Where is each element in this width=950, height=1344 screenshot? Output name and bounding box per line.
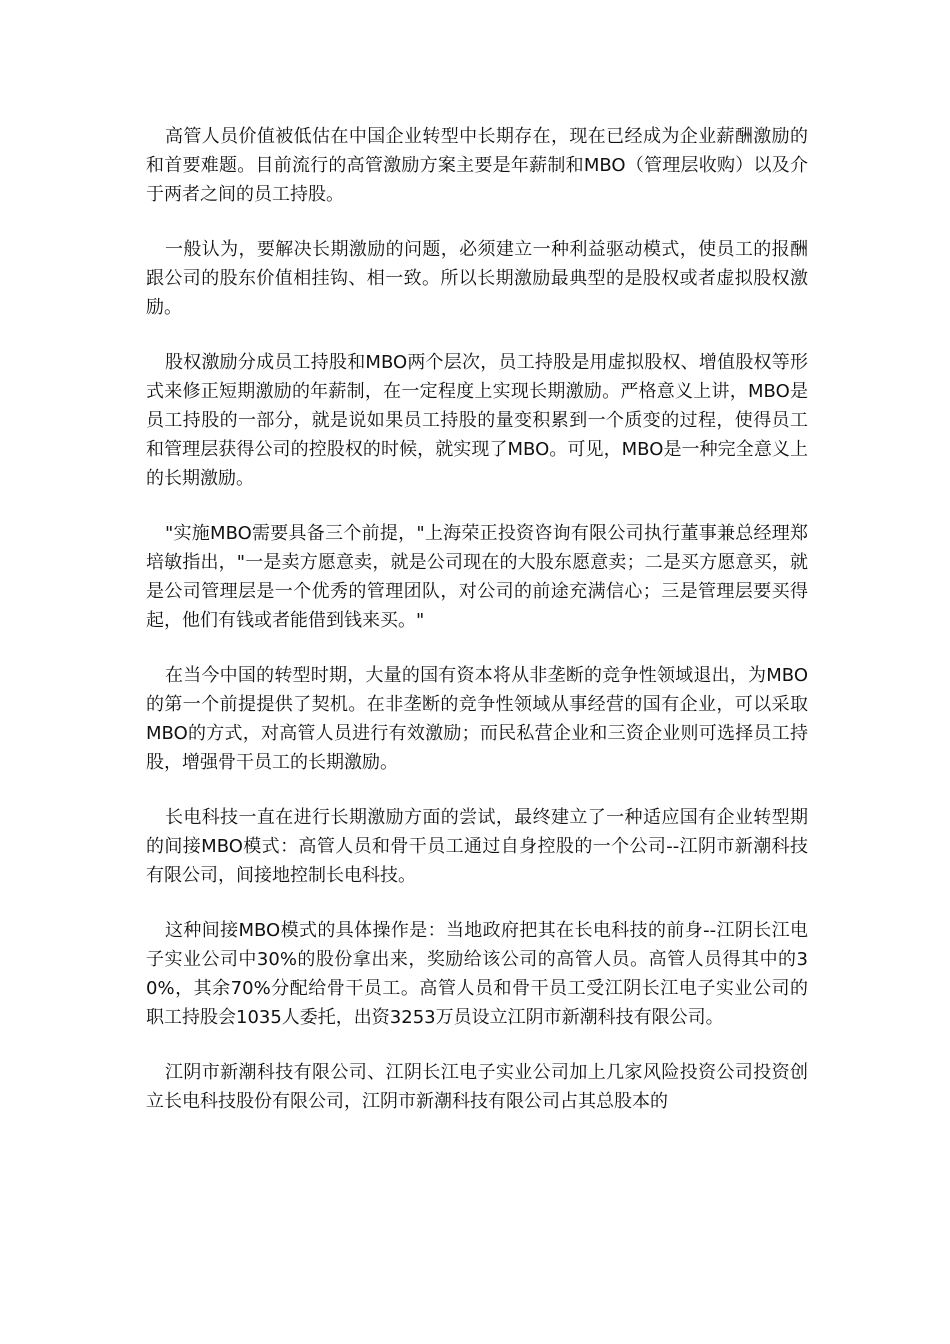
paragraph-7: 这种间接MBO模式的具体操作是：当地政府把其在长电科技的前身--江阴长江电子实业公司中30%的股份拿出来，奖励给该公司的高管人员。高管人员得其中的30%，其余70%分配给骨干员工。高管人员和骨干员工受江阴长江电子实业公司的职工持股会1035人委托，出资3253万员设立江阴市新潮科技有限公司。 xyxy=(146,920,808,1028)
paragraph-4: "实施MBO需要具备三个前提，"上海荣正投资咨询有限公司执行董事兼总经理郑培敏指出，"一是卖方愿意卖，就是公司现在的大股东愿意卖；二是买方愿意买，就是公司管理层是一个优秀的管理团队，对公司的前途充满信心；三是管理层要买得起，他们有钱或者能借到钱来买。" xyxy=(146,523,808,631)
paragraph-2: 一般认为，要解决长期激励的问题，必须建立一种利益驱动模式，使员工的报酬跟公司的股东价值相挂钩、相一致。所以长期激励最典型的是股权或者虚拟股权激励。 xyxy=(146,239,808,318)
paragraph-5: 在当今中国的转型时期，大量的国有资本将从非垄断的竞争性领域退出，为MBO的第一个前提提供了契机。在非垄断的竞争性领域从事经营的国有企业，可以采取MBO的方式，对高管人员进行有效激励；而民私营企业和三资企业则可选择员工持股，增强骨干员工的长期激励。 xyxy=(146,665,808,773)
paragraph-8: 江阴市新潮科技有限公司、江阴长江电子实业公司加上几家风险投资公司投资创立长电科技股份有限公司，江阴市新潮科技有限公司占其总股本的 xyxy=(146,1062,808,1112)
paragraph-3: 股权激励分成员工持股和MBO两个层次，员工持股是用虚拟股权、增值股权等形式来修正短期激励的年薪制，在一定程度上实现长期激励。严格意义上讲，MBO是员工持股的一部分，就是说如果员工持股的量变积累到一个质变的过程，使得员工和管理层获得公司的控股权的时候，就实现了MBO。可见，MBO是一种完全意义上的长期激励。 xyxy=(146,352,808,489)
paragraph-1: 高管人员价值被低估在中国企业转型中长期存在，现在已经成为企业薪酬激励的和首要难题。目前流行的高管激励方案主要是年薪制和MBO（管理层收购）以及介于两者之间的员工持股。 xyxy=(146,126,808,205)
document-body xyxy=(146,122,808,1142)
paragraph-6: 长电科技一直在进行长期激励方面的尝试，最终建立了一种适应国有企业转型期的间接MBO模式：高管人员和骨干员工通过自身控股的一个公司--江阴市新潮科技有限公司，间接地控制长电科技。 xyxy=(146,807,808,886)
